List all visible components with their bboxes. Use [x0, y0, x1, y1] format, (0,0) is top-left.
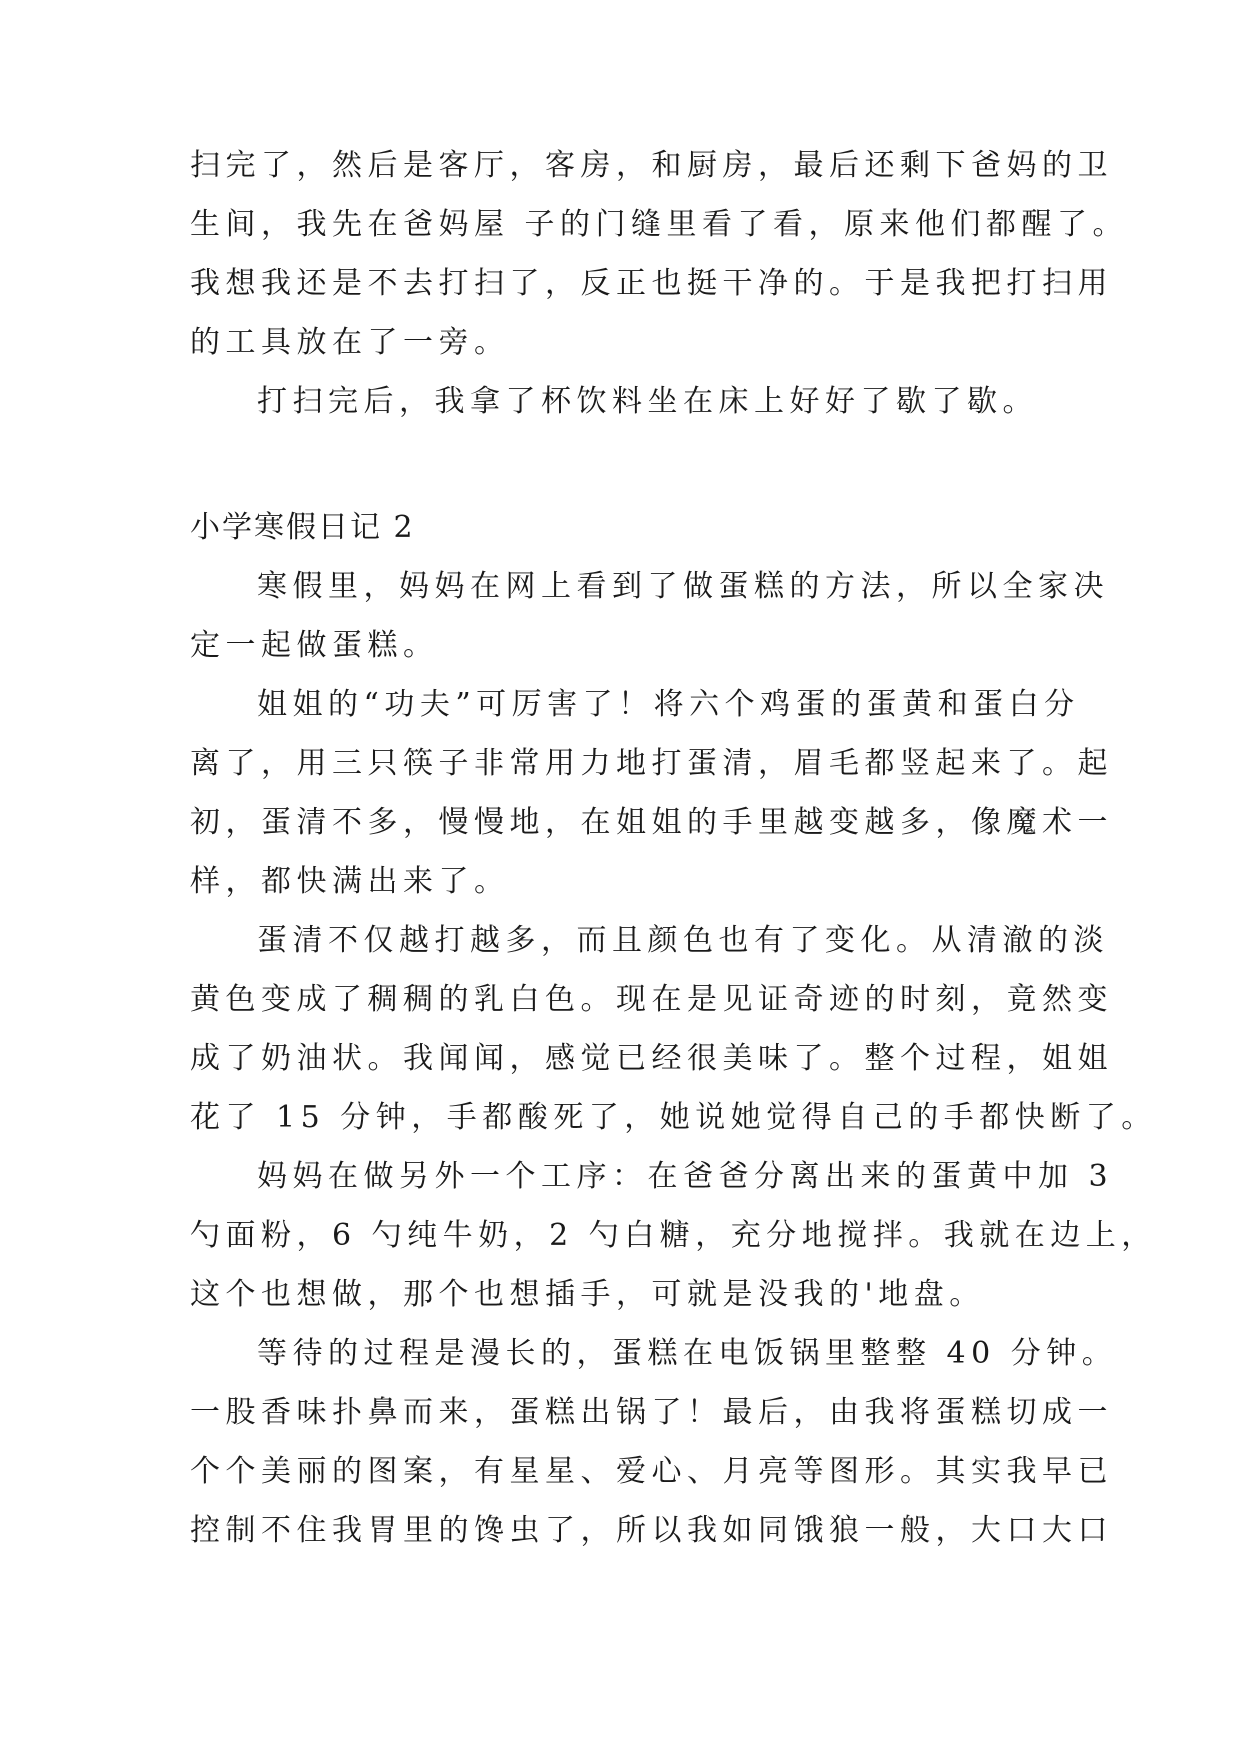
paragraph-line: 姐姐的“功夫”可厉害了！将六个鸡蛋的蛋黄和蛋白分 [257, 687, 1080, 722]
paragraph-line: 个个美丽的图案，有星星、爱心、月亮等图形。其实我早已 [190, 1454, 1113, 1489]
paragraph-line: 这个也想做，那个也想插手，可就是没我的'地盘。 [190, 1277, 985, 1312]
paragraph-line: 花了 15 分钟，手都酸死了，她说她觉得自己的手都快断了。 [190, 1100, 1157, 1135]
paragraph-line: 我想我还是不去打扫了，反正也挺干净的。于是我把打扫用 [190, 266, 1113, 301]
paragraph-line: 打扫完后，我拿了杯饮料坐在床上好好了歇了歇。 [257, 384, 1038, 419]
paragraph-line: 样，都快满出来了。 [190, 864, 510, 899]
paragraph-line: 蛋清不仅越打越多，而且颜色也有了变化。从清澈的淡 [257, 923, 1109, 958]
paragraph-line: 等待的过程是漫长的，蛋糕在电饭锅里整整 40 分钟。 [257, 1336, 1118, 1371]
paragraph-line: 离了，用三只筷子非常用力地打蛋清，眉毛都竖起来了。起 [190, 746, 1113, 781]
paragraph-line: 扫完了，然后是客厅，客房，和厨房，最后还剩下爸妈的卫 [190, 148, 1113, 183]
paragraph-line: 妈妈在做另外一个工序：在爸爸分离出来的蛋黄中加 3 [257, 1159, 1114, 1194]
paragraph-line: 定一起做蛋糕。 [190, 628, 439, 663]
paragraph-line: 一股香味扑鼻而来，蛋糕出锅了！最后，由我将蛋糕切成一 [190, 1395, 1113, 1430]
paragraph-line: 生间，我先在爸妈屋 子的门缝里看了看，原来他们都醒了。 [190, 207, 1129, 242]
section-heading: 小学寒假日记 2 [190, 510, 415, 545]
paragraph-line: 黄色变成了稠稠的乳白色。现在是见证奇迹的时刻，竟然变 [190, 982, 1113, 1017]
paragraph-line: 控制不住我胃里的馋虫了，所以我如同饿狼一般，大口大口 [190, 1513, 1113, 1548]
paragraph-line: 寒假里，妈妈在网上看到了做蛋糕的方法，所以全家决 [257, 569, 1109, 604]
paragraph-line: 初，蛋清不多，慢慢地，在姐姐的手里越变越多，像魔术一 [190, 805, 1113, 840]
paragraph-line: 的工具放在了一旁。 [190, 325, 510, 360]
paragraph-line: 成了奶油状。我闻闻，感觉已经很美味了。整个过程，姐姐 [190, 1041, 1113, 1076]
paragraph-line: 勺面粉，6 勺纯牛奶，2 勺白糖，充分地搅拌。我就在边上， [190, 1218, 1157, 1253]
